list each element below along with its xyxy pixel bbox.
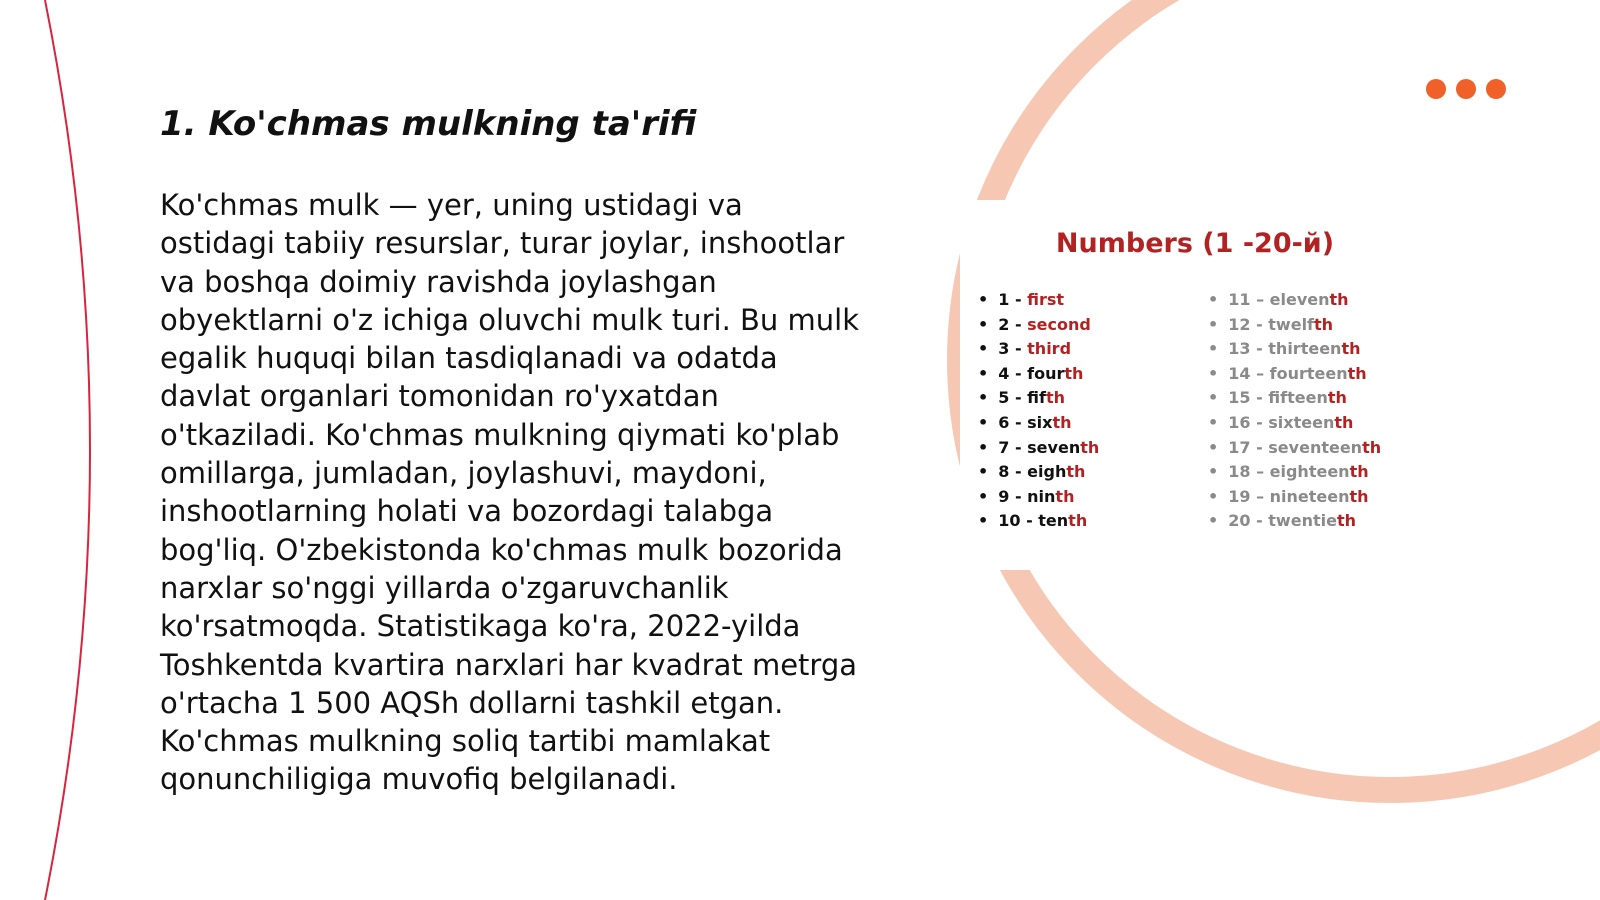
ordinal-item [978, 411, 1099, 436]
ordinal-item [1208, 509, 1381, 534]
ordinal-suffix: th [1334, 412, 1354, 432]
ordinal-separator: - [1250, 314, 1269, 334]
ordinal-number: 10 [998, 511, 1021, 531]
ordinal-item [978, 362, 1099, 387]
ordinal-separator: - [1009, 363, 1028, 383]
ordinal-word: twentie [1268, 511, 1337, 531]
accent-dots [1426, 79, 1506, 99]
ordinal-word: first [1027, 290, 1065, 309]
ordinal-word: third [1027, 339, 1072, 359]
ordinal-number: 15 [1228, 388, 1251, 408]
ordinal-separator: - [1250, 339, 1269, 359]
ordinal-suffix: th [1045, 388, 1066, 408]
slide-title: 1. Ko'chmas mulkning ta'rifi [160, 104, 697, 144]
left-curve-line [45, 0, 90, 900]
ordinal-item [1208, 436, 1381, 461]
ordinal-separator: - [1250, 437, 1269, 457]
accent-dot [1456, 79, 1476, 99]
ordinal-number: 9 [998, 486, 1010, 506]
ordinal-suffix: th [1347, 363, 1367, 383]
ordinal-item [1208, 485, 1381, 510]
ordinal-item [1208, 460, 1381, 485]
ordinal-number: 12 [1228, 314, 1251, 334]
ordinal-suffix: th [1314, 314, 1334, 334]
accent-dot [1486, 79, 1506, 99]
ordinal-item [978, 288, 1099, 313]
ordinal-item [1208, 288, 1381, 313]
ordinal-item [978, 313, 1099, 338]
ordinal-item [978, 386, 1099, 411]
ordinal-number: 13 [1228, 339, 1251, 359]
ordinal-word: eighteen [1269, 462, 1350, 482]
ordinal-suffix: th [1362, 437, 1382, 457]
ordinal-suffix: th [1329, 290, 1349, 309]
ordinals-list-1-10 [978, 288, 1099, 534]
ordinal-word: twelf [1268, 314, 1315, 334]
ordinal-separator: - [1020, 511, 1039, 531]
ordinal-number: 3 [998, 339, 1010, 359]
ordinal-item [1208, 337, 1381, 362]
ordinal-suffix: th [1349, 462, 1369, 482]
ordinal-word: fif [1027, 388, 1046, 408]
ordinal-item [978, 485, 1099, 510]
ordinal-item [978, 509, 1099, 534]
ordinal-word: seven [1027, 437, 1081, 457]
numbers-image-title: Numbers (1 -20-й) [1055, 228, 1335, 259]
ordinal-separator: - [1250, 412, 1269, 432]
ordinal-suffix: th [1349, 486, 1369, 506]
ordinal-number: 1 [998, 290, 1010, 309]
ordinal-word: six [1027, 412, 1053, 432]
ordinal-separator: - [1009, 437, 1028, 457]
ordinal-number: 6 [998, 412, 1010, 432]
ordinal-separator: - [1009, 339, 1028, 359]
ordinal-item [978, 337, 1099, 362]
numbers-image [960, 200, 1430, 570]
ordinal-number: 17 [1228, 437, 1251, 457]
ordinal-item [1208, 386, 1381, 411]
slide-body-text: Ko'chmas mulk — yer, uning ustidagi va ostidagi tabiiy resurslar, turar joylar, inshootlar va boshqa doimiy ravishda joylashgan obyektlarni o'z ichiga oluvchi mulk turi. Bu mulk egalik huquqi bilan tasdiqlanadi va odatda davlat organlari tomonidan ro'yxatdan o'tkaziladi. Ko'chmas mulkning qiymati ko'plab omillarga, jumladan, joylashuvi, maydoni, inshootlarning holati va bozordagi talabga bog'liq. O'zbekistonda ko'chmas mulk bozorida narxlar so'nggi yillarda o'zgaruvchanlik ko'rsatmoqda. Statistikaga ko'ra, 2022-yilda Toshkentda kvartira narxlari har kvadrat metrga o'rtacha 1 500 AQSh dollarni tashkil etgan. Ko'chmas mulkning soliq tartibi mamlakat qonunchiligiga muvofiq belgilanadi. [160, 188, 859, 797]
ordinal-word: four [1027, 363, 1065, 383]
ordinal-item [1208, 411, 1381, 436]
ordinal-separator: - [1009, 486, 1028, 506]
ordinal-number: 11 [1228, 290, 1251, 309]
ordinal-separator: - [1009, 412, 1028, 432]
ordinal-suffix: th [1080, 437, 1100, 457]
ordinal-suffix: th [1064, 363, 1084, 383]
ordinal-item [1208, 362, 1381, 387]
ordinal-separator: - [1009, 314, 1028, 334]
ordinal-word: nineteen [1269, 486, 1350, 506]
accent-dot [1426, 79, 1446, 99]
ordinal-number: 7 [998, 437, 1010, 457]
ordinal-separator: – [1250, 486, 1270, 506]
ordinal-word: sixteen [1268, 412, 1335, 432]
ordinal-separator: - [1250, 511, 1269, 531]
ordinal-word: ten [1038, 511, 1069, 531]
ordinals-list-11-20 [1208, 288, 1381, 534]
ordinal-suffix: th [1336, 511, 1356, 531]
ordinal-separator: - [1009, 388, 1028, 408]
ordinal-word: seventeen [1268, 437, 1363, 457]
ordinal-separator: – [1250, 363, 1270, 383]
ordinal-number: 2 [998, 314, 1010, 334]
ordinal-word: eleven [1269, 290, 1330, 309]
ordinal-separator: - [1009, 290, 1028, 309]
ordinal-number: 14 [1228, 363, 1251, 383]
ordinal-word: thirteen [1268, 339, 1342, 359]
ordinal-suffix: th [1055, 486, 1075, 506]
ordinal-number: 18 [1228, 462, 1251, 482]
ordinal-word: nin [1027, 486, 1056, 506]
ordinal-suffix: th [1066, 462, 1086, 482]
ordinal-number: 4 [998, 363, 1010, 383]
ordinal-separator: – [1250, 462, 1270, 482]
ordinal-suffix: th [1068, 511, 1088, 531]
ordinal-number: 20 [1228, 511, 1251, 531]
ordinal-word: second [1027, 314, 1091, 334]
ordinal-number: 8 [998, 462, 1010, 482]
ordinal-number: 16 [1228, 412, 1251, 432]
ordinal-number: 19 [1228, 486, 1251, 506]
ordinal-separator: - [1250, 388, 1269, 408]
ordinal-suffix: th [1341, 339, 1361, 359]
ordinal-suffix: th [1052, 412, 1072, 432]
ordinal-separator: - [1009, 462, 1028, 482]
ordinal-word: eigh [1027, 462, 1067, 482]
ordinal-word: fourteen [1269, 363, 1348, 383]
ordinal-separator: – [1250, 290, 1270, 309]
ordinal-item [1208, 313, 1381, 338]
ordinal-item [978, 460, 1099, 485]
ordinal-word: fifteen [1268, 388, 1328, 408]
ordinal-number: 5 [998, 388, 1010, 408]
ordinal-item [978, 436, 1099, 461]
ordinal-suffix: th [1327, 388, 1347, 408]
